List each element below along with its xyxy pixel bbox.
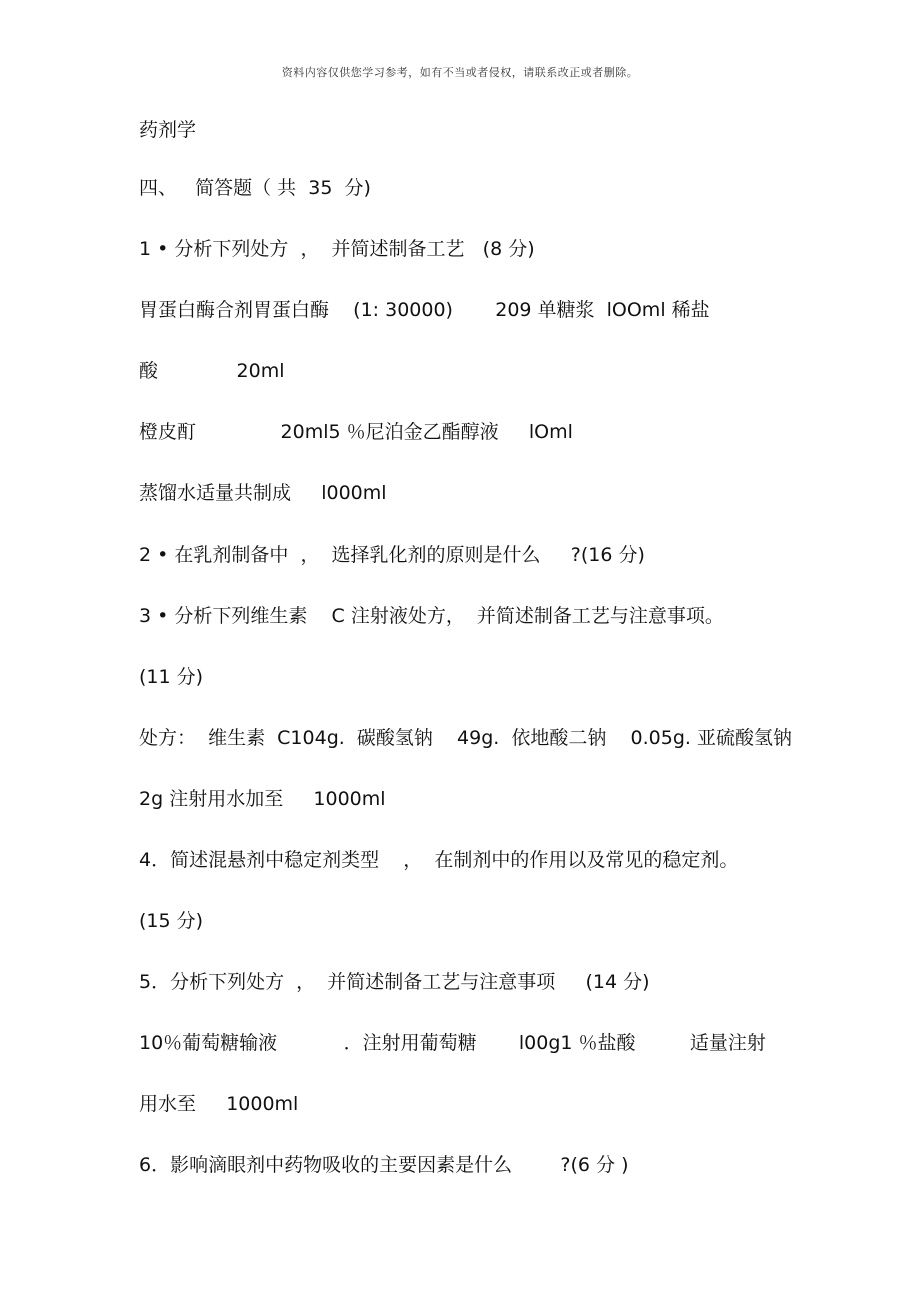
question-4-text: 4．简述混悬剂中稳定剂类型 ， 在制剂中的作用以及常见的稳定剂。 xyxy=(139,849,739,871)
question-4-points: (15 分) xyxy=(139,910,204,932)
prescription-line: 酸 20ml xyxy=(139,360,285,382)
prescription-line: 处方： 维生素 C104g. 碳酸氢钠 49g. 依地酸二钠 0.05g. 亚硫酸氢钠 xyxy=(139,727,792,749)
question-5-text: 5．分析下列处方 ， 并简述制备工艺与注意事项 (14 分) xyxy=(139,971,650,993)
prescription-line: 10％葡萄糖输液 ．注射用葡萄糖 l00g1 ％盐酸 适量注射 xyxy=(139,1032,766,1054)
prescription-line: 橙皮酊 20ml5 ％尼泊金乙酯醇液 lOml xyxy=(139,421,573,443)
document-title: 药剂学 xyxy=(139,119,197,141)
question-3-points: (11 分) xyxy=(139,666,204,688)
question-2-text: 2 • 在乳剂制备中 ， 选择乳化剂的原则是什么 ?(16 分) xyxy=(139,544,645,566)
question-1-text: 1 • 分析下列处方 ， 并简述制备工艺 (8 分) xyxy=(139,238,535,260)
header-note: 资料内容仅供您学习参考，如有不当或者侵权，请联系改正或者删除。 xyxy=(281,66,639,79)
prescription-line: 蒸馏水适量共制成 l000ml xyxy=(139,482,387,504)
prescription-line: 胃蛋白酶合剂胃蛋白酶 (1: 30000) 209 单糖浆 lOOml 稀盐 xyxy=(139,299,710,321)
question-6-text: 6．影响滴眼剂中药物吸收的主要因素是什么 ?(6 分 ) xyxy=(139,1154,629,1176)
section-heading: 四、 简答题（ 共 35 分) xyxy=(139,177,371,199)
prescription-line: 用水至 1000ml xyxy=(139,1093,299,1115)
prescription-line: 2g 注射用水加至 1000ml xyxy=(139,788,386,810)
question-3-text: 3 • 分析下列维生素 C 注射液处方， 并简述制备工艺与注意事项。 xyxy=(139,605,724,627)
